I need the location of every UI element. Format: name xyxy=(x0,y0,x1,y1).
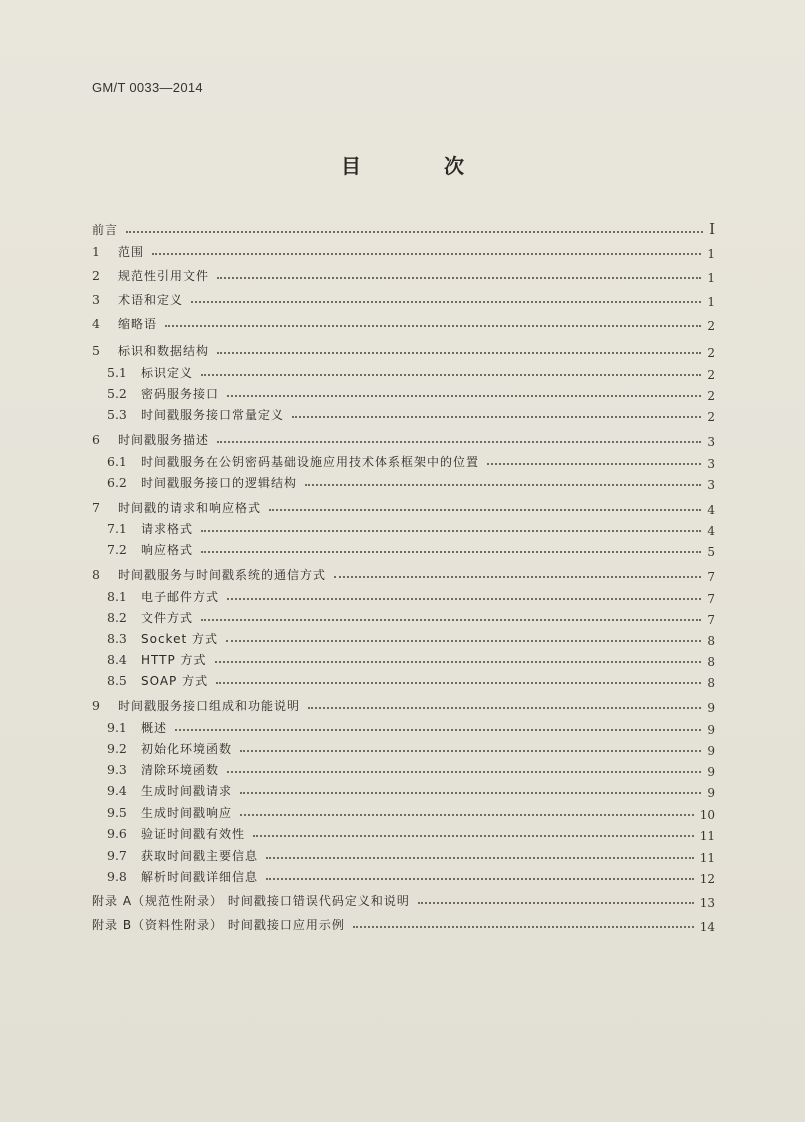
toc-entry-number: 5 xyxy=(92,343,100,358)
toc-entry-label: 验证时间戳有效性 xyxy=(141,827,246,841)
toc-entry-page: 3 xyxy=(707,435,715,449)
toc-entry xyxy=(0,519,805,539)
toc-leader-dots xyxy=(487,463,701,465)
toc-entry-page: 7 xyxy=(707,570,715,584)
toc-entry-label: 密码服务接口 xyxy=(141,387,220,401)
toc-entry xyxy=(0,696,805,716)
toc-entry-number: 9.6 xyxy=(107,826,127,841)
toc-entry-page: 9 xyxy=(707,723,715,737)
page-title: 目 次 xyxy=(341,154,502,178)
toc-entry-page: 13 xyxy=(699,896,715,910)
toc-entry-page: 2 xyxy=(707,346,715,360)
toc-entry-label: 时间戳服务与时间戳系统的通信方式 xyxy=(118,568,327,582)
toc-entry-page: 8 xyxy=(707,676,715,690)
toc-entry-number: 7.2 xyxy=(107,542,127,557)
toc-entry xyxy=(0,242,805,262)
toc-leader-dots xyxy=(191,301,701,303)
toc-entry-number: 2 xyxy=(92,268,100,283)
toc-leader-dots xyxy=(217,441,701,443)
toc-leader-dots xyxy=(217,277,701,279)
toc-entry-number: 8.5 xyxy=(107,673,127,688)
toc-entry-number: 9.8 xyxy=(107,869,127,884)
toc-leader-dots xyxy=(201,374,701,376)
toc-entry xyxy=(0,384,805,404)
toc-leader-dots xyxy=(227,771,701,773)
toc-entry-number: 9.1 xyxy=(107,720,127,735)
toc-entry-number: 8 xyxy=(92,567,100,582)
toc-entry-page: 8 xyxy=(707,634,715,648)
toc-entry xyxy=(0,498,805,518)
toc-entry-number: 9.7 xyxy=(107,848,127,863)
toc-entry-page: 4 xyxy=(707,524,715,538)
toc-leader-dots xyxy=(216,682,701,684)
toc-entry-label: 附录 A（规范性附录） 时间戳接口错误代码定义和说明 xyxy=(92,894,410,908)
toc-entry-label: SOAP 方式 xyxy=(141,674,209,688)
toc-entry-label: HTTP 方式 xyxy=(141,653,207,667)
toc-entry-page: 9 xyxy=(707,786,715,800)
toc-entry xyxy=(0,341,805,361)
toc-entry xyxy=(0,452,805,472)
toc-entry xyxy=(0,650,805,670)
toc-entry-number: 3 xyxy=(92,292,100,307)
toc-entry-number: 5.1 xyxy=(107,365,127,380)
toc-entry-label: 电子邮件方式 xyxy=(141,590,220,604)
toc-leader-dots xyxy=(240,750,701,752)
toc-entry-label: 生成时间戳请求 xyxy=(141,784,233,798)
toc-entry-page: 12 xyxy=(699,872,715,886)
toc-entry xyxy=(0,846,805,866)
toc-entry-page: 7 xyxy=(707,613,715,627)
toc-entry-page: 3 xyxy=(707,478,715,492)
toc-entry-number: 4 xyxy=(92,316,100,331)
toc-leader-dots xyxy=(253,835,694,837)
toc-entry xyxy=(0,405,805,425)
toc-entry-label: 时间戳服务接口的逻辑结构 xyxy=(141,476,298,490)
toc-leader-dots xyxy=(226,640,701,642)
toc-entry-label: 获取时间戳主要信息 xyxy=(141,849,259,863)
toc-entry xyxy=(0,314,805,334)
toc-entry-page: 8 xyxy=(707,655,715,669)
toc-leader-dots xyxy=(240,814,694,816)
toc-leader-dots xyxy=(217,352,701,354)
toc-leader-dots xyxy=(240,792,701,794)
toc-entry-label: 文件方式 xyxy=(141,611,194,625)
toc-entry xyxy=(0,473,805,493)
toc-leader-dots xyxy=(418,902,694,904)
toc-entry-number: 1 xyxy=(92,244,100,259)
toc-entry-label: 解析时间戳详细信息 xyxy=(141,870,259,884)
toc-leader-dots xyxy=(292,416,701,418)
toc-entry xyxy=(0,824,805,844)
toc-entry-number: 9 xyxy=(92,698,100,713)
toc-entry-page: 7 xyxy=(707,592,715,606)
toc-leader-dots xyxy=(353,926,694,928)
toc-entry-number: 6.1 xyxy=(107,454,127,469)
toc-leader-dots xyxy=(201,619,701,621)
toc-entry-number: 8.2 xyxy=(107,610,127,625)
toc-leader-dots xyxy=(269,509,701,511)
toc-entry-label: 时间戳服务在公钥密码基础设施应用技术体系框架中的位置 xyxy=(141,455,480,469)
standard-id: GM/T 0033—2014 xyxy=(92,80,203,95)
toc-entry-label: 时间戳服务描述 xyxy=(118,433,210,447)
toc-leader-dots xyxy=(305,484,701,486)
toc-entry-label: 时间戳的请求和响应格式 xyxy=(118,501,262,515)
toc-entry-page: 5 xyxy=(707,545,715,559)
toc-leader-dots xyxy=(126,231,703,233)
toc-entry-page: 2 xyxy=(707,368,715,382)
toc-leader-dots xyxy=(227,598,701,600)
toc-entry-label: 请求格式 xyxy=(141,522,194,536)
toc-entry-label: 响应格式 xyxy=(141,543,194,557)
toc-entry-page: 2 xyxy=(707,389,715,403)
toc-entry-label: 概述 xyxy=(141,721,168,735)
toc-entry-page: 9 xyxy=(707,701,715,715)
toc-entry-page: 11 xyxy=(699,851,715,865)
toc-entry-label: 前言 xyxy=(92,223,119,237)
toc-entry xyxy=(0,565,805,585)
toc-leader-dots xyxy=(266,878,694,880)
toc-entry-label: 范围 xyxy=(118,245,145,259)
toc-entry xyxy=(0,718,805,738)
toc-leader-dots xyxy=(308,707,701,709)
toc-entry-label: 时间戳服务接口常量定义 xyxy=(141,408,285,422)
toc-entry xyxy=(0,266,805,286)
toc-entry-number: 8.3 xyxy=(107,631,127,646)
toc-entry-page: 9 xyxy=(707,744,715,758)
toc-entry-label: 标识和数据结构 xyxy=(118,344,210,358)
toc-entry xyxy=(0,587,805,607)
toc-leader-dots xyxy=(334,576,701,578)
toc-entry-page: 11 xyxy=(699,829,715,843)
toc-entry xyxy=(0,540,805,560)
toc-entry-page: 2 xyxy=(707,410,715,424)
toc-entry-number: 8.1 xyxy=(107,589,127,604)
toc-entry-page: 1 xyxy=(707,271,715,285)
toc-entry-number: 9.3 xyxy=(107,762,127,777)
toc-entry-number: 7.1 xyxy=(107,521,127,536)
toc-leader-dots xyxy=(215,661,701,663)
toc-entry-label: 术语和定义 xyxy=(118,293,184,307)
toc-leader-dots xyxy=(201,530,701,532)
toc-entry-page: Ⅰ xyxy=(709,220,715,238)
toc-entry xyxy=(0,803,805,823)
toc-entry-label: 清除环境函数 xyxy=(141,763,220,777)
toc-leader-dots xyxy=(165,325,701,327)
toc-entry-page: 1 xyxy=(707,295,715,309)
toc-entry-page: 1 xyxy=(707,247,715,261)
toc-entry-number: 9.4 xyxy=(107,783,127,798)
toc-entry xyxy=(0,629,805,649)
toc-entry-label: 初始化环境函数 xyxy=(141,742,233,756)
toc-entry-label: 时间戳服务接口组成和功能说明 xyxy=(118,699,301,713)
toc-entry-number: 9.5 xyxy=(107,805,127,820)
toc-entry xyxy=(0,781,805,801)
toc-entry xyxy=(0,671,805,691)
toc-entry-number: 7 xyxy=(92,500,100,515)
toc-entry-page: 10 xyxy=(699,808,715,822)
toc-entry-number: 6 xyxy=(92,432,100,447)
toc-entry-page: 2 xyxy=(707,319,715,333)
toc-entry xyxy=(0,430,805,450)
toc-entry xyxy=(0,867,805,887)
toc-entry-label: 附录 B（资料性附录） 时间戳接口应用示例 xyxy=(92,918,345,932)
toc-entry xyxy=(0,915,805,935)
toc-entry xyxy=(0,891,805,911)
toc-entry xyxy=(0,608,805,628)
toc-entry xyxy=(0,739,805,759)
toc-leader-dots xyxy=(266,857,694,859)
toc-leader-dots xyxy=(201,551,701,553)
toc-entry-number: 9.2 xyxy=(107,741,127,756)
toc-entry-page: 4 xyxy=(707,503,715,517)
toc-entry xyxy=(0,760,805,780)
toc-entry-label: 规范性引用文件 xyxy=(118,269,210,283)
toc-entry-number: 6.2 xyxy=(107,475,127,490)
toc-entry xyxy=(0,363,805,383)
toc-entry-page: 9 xyxy=(707,765,715,779)
toc-entry-number: 5.2 xyxy=(107,386,127,401)
toc-leader-dots xyxy=(152,253,701,255)
toc-entry-page: 3 xyxy=(707,457,715,471)
toc-entry-page: 14 xyxy=(699,920,715,934)
toc-entry-label: Socket 方式 xyxy=(141,632,218,646)
toc-entry xyxy=(0,220,805,240)
toc-entry-label: 生成时间戳响应 xyxy=(141,806,233,820)
toc-entry-label: 缩略语 xyxy=(118,317,158,331)
toc-entry-label: 标识定义 xyxy=(141,366,194,380)
toc-leader-dots xyxy=(175,729,701,731)
toc-leader-dots xyxy=(227,395,701,397)
toc-entry xyxy=(0,290,805,310)
toc-entry-number: 8.4 xyxy=(107,652,127,667)
toc-entry-number: 5.3 xyxy=(107,407,127,422)
